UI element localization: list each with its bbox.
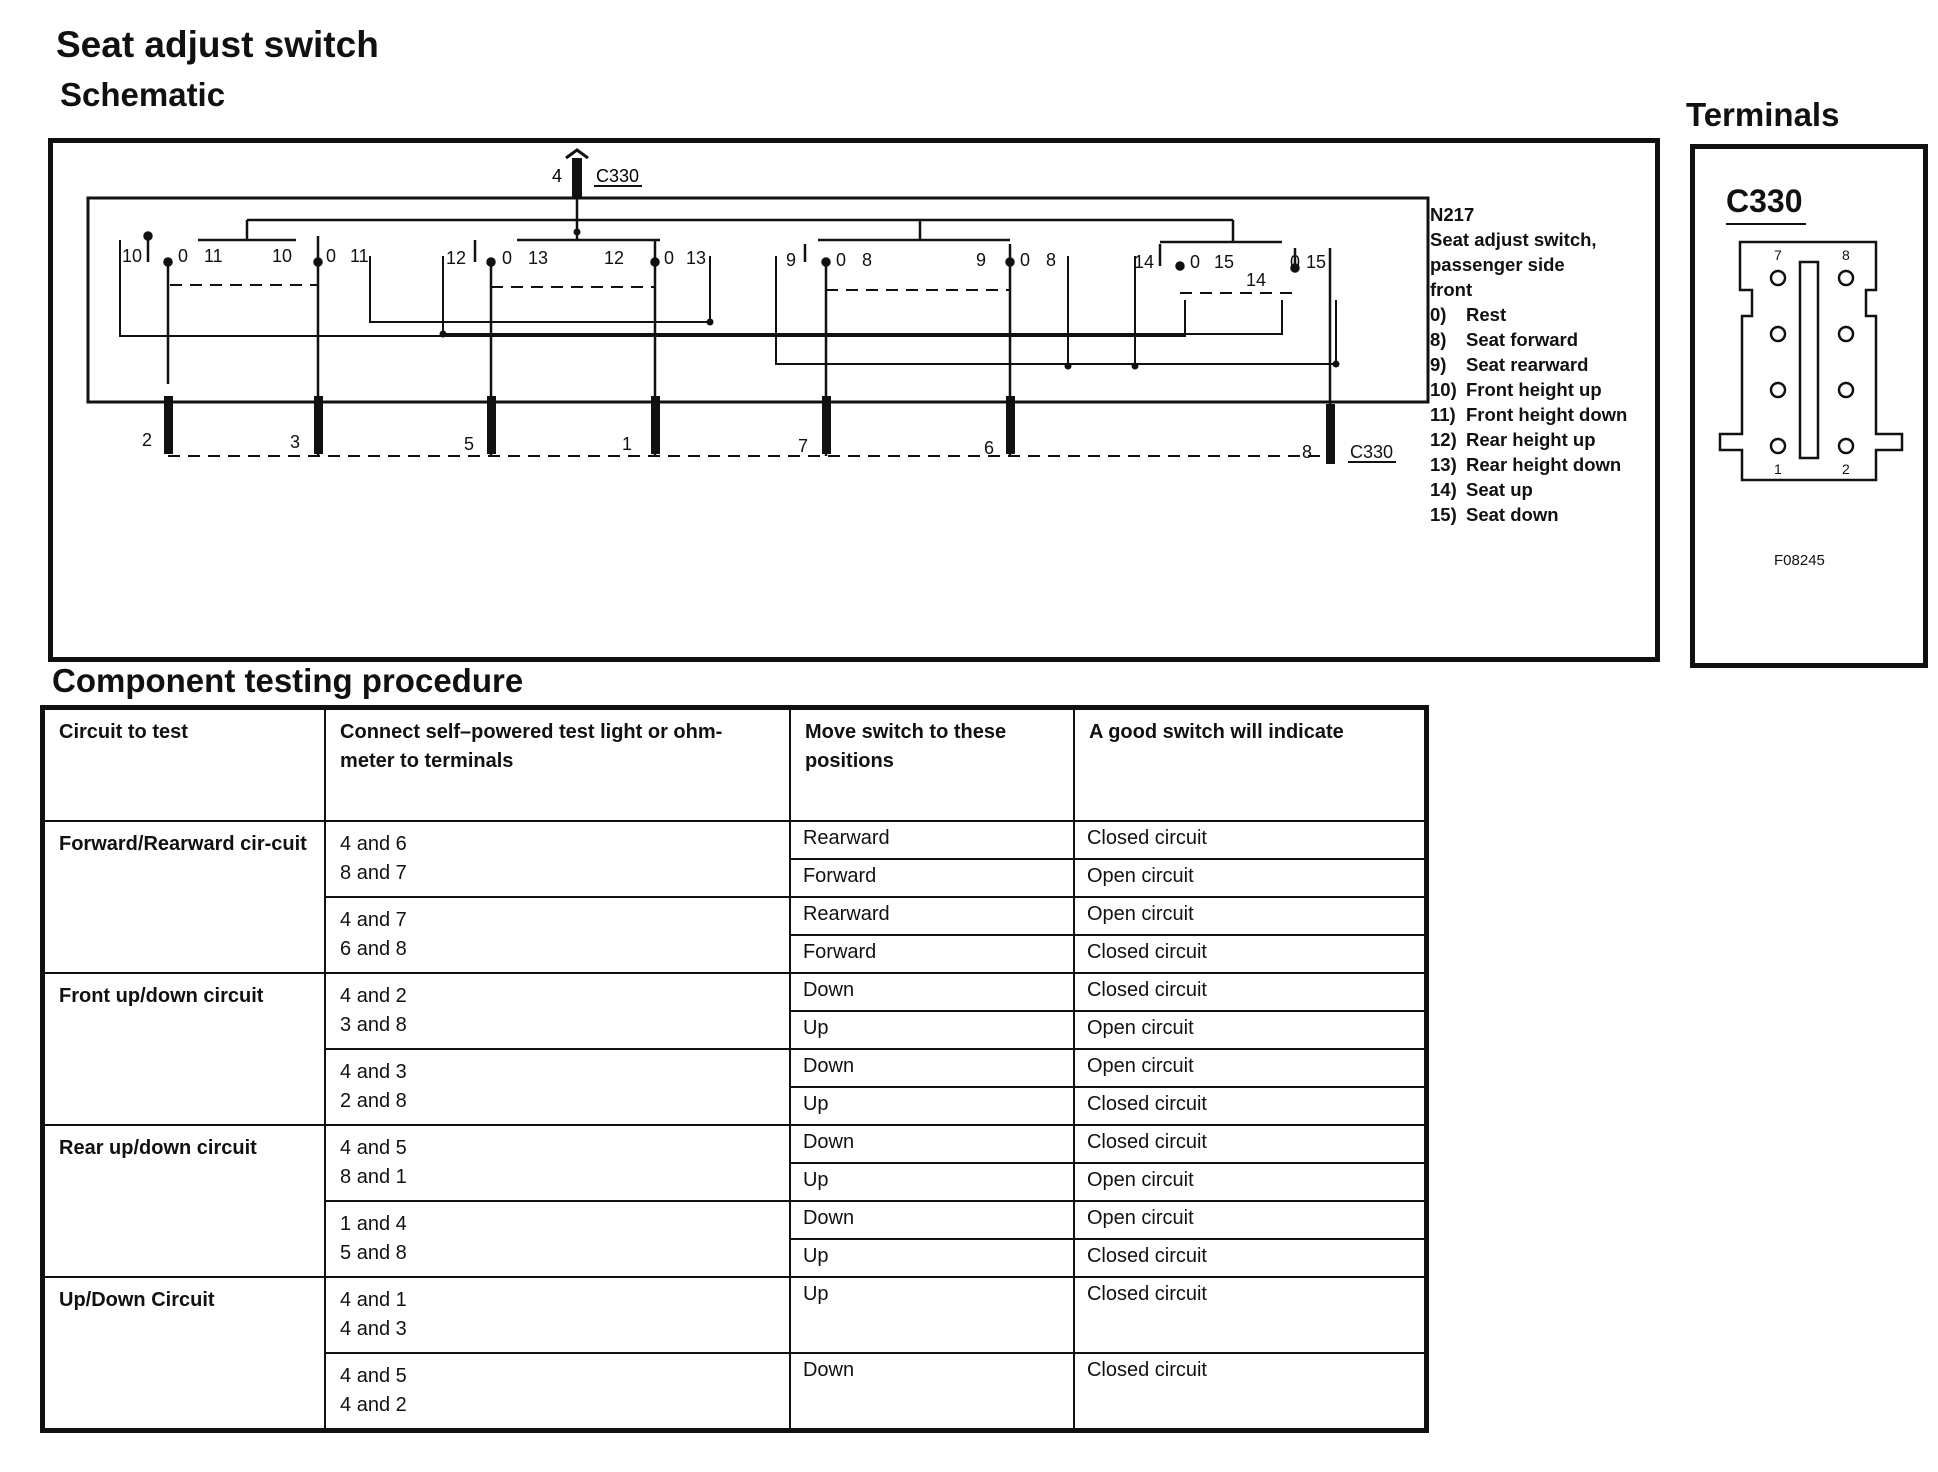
legend-item: 8) Seat forward [1430,329,1579,350]
svg-text:10: 10 [122,246,143,266]
legend-item: 10) Front height up [1430,379,1602,400]
result-cell: Closed circuit [1074,1277,1427,1353]
column-header: A good switch will indicate [1074,708,1427,822]
position-cell: Up [790,1163,1074,1201]
table-row [43,1277,1427,1353]
terminal-pair-cell: 4 and 1 4 and 3 [325,1277,790,1353]
svg-text:10: 10 [272,246,293,266]
bottom-pin-label: 3 [290,432,301,452]
circuit-name: Forward/Rearward cir-cuit [43,821,326,973]
result-cell: Open circuit [1074,897,1427,935]
position-cell: Down [790,1049,1074,1087]
schematic-heading: Schematic [60,76,226,113]
svg-text:0: 0 [178,246,189,266]
position-cell: Up [790,1087,1074,1125]
svg-text:8: 8 [862,250,873,270]
svg-text:0: 0 [1020,250,1031,270]
svg-text:13: 13 [528,248,549,268]
circuit-name: Front up/down circuit [43,973,326,1125]
legend-id: N217 [1430,204,1475,225]
terminal-pair-cell: 4 and 7 6 and 8 [325,897,790,973]
bottom-pin-label: 6 [984,438,995,458]
svg-text:8: 8 [1046,250,1057,270]
circuit-name: Up/Down Circuit [43,1277,326,1431]
legend-item: 9) Seat rearward [1430,354,1589,375]
terminal-pin-label: 8 [1842,247,1850,263]
svg-text:0: 0 [836,250,847,270]
terminal-pin-label: 7 [1774,247,1782,263]
procedure-heading: Component testing procedure [52,662,524,699]
position-cell: Up [790,1239,1074,1277]
result-cell: Closed circuit [1074,1353,1427,1431]
bottom-pin-label: 8 [1302,442,1313,462]
svg-text:15: 15 [1306,252,1327,272]
terminal-pair-cell: 4 and 6 8 and 7 [325,821,790,897]
position-cell: Down [790,973,1074,1011]
terminal-pair-cell: 1 and 4 5 and 8 [325,1201,790,1277]
svg-text:15: 15 [1214,252,1235,272]
column-header: Connect self–powered test light or ohm-meter to terminals [325,708,790,822]
svg-text:13: 13 [686,248,707,268]
result-cell: Open circuit [1074,859,1427,897]
terminal-pin [1839,327,1853,341]
legend-desc-line: front [1430,279,1473,300]
bottom-connector-name: C330 [1350,442,1394,462]
svg-text:12: 12 [604,248,625,268]
result-cell: Open circuit [1074,1011,1427,1049]
svg-text:11: 11 [204,246,223,266]
figure-code: F08245 [1774,552,1825,569]
terminal-pin [1771,271,1785,285]
legend-item: 11) Front height down [1430,404,1628,425]
top-connector-pin-number: 4 [552,166,563,186]
legend-item: 13) Rear height down [1430,454,1622,475]
terminal-pin [1839,439,1853,453]
terminal-pin-label: 1 [1774,461,1782,477]
position-cell: Down [790,1353,1074,1431]
svg-text:0: 0 [502,248,513,268]
connector-outline [1720,242,1902,480]
terminal-pair-cell: 4 and 5 4 and 2 [325,1353,790,1431]
terminal-pin [1839,383,1853,397]
svg-text:11: 11 [350,246,369,266]
svg-text:0: 0 [326,246,337,266]
page-title: Seat adjust switch [56,24,379,65]
svg-text:0: 0 [664,248,675,268]
terminal-pin [1771,439,1785,453]
terminal-pair-cell: 4 and 2 3 and 8 [325,973,790,1049]
legend-item: 14) Seat up [1430,479,1533,500]
table-row [43,973,1427,1011]
terminals-heading: Terminals [1686,96,1840,133]
table-row [43,1125,1427,1163]
position-cell: Up [790,1277,1074,1353]
position-cell: Up [790,1011,1074,1049]
svg-text:9: 9 [976,250,987,270]
table-header-row [43,708,1427,822]
result-cell: Closed circuit [1074,1087,1427,1125]
bottom-pin-label: 2 [142,430,153,450]
svg-text:14: 14 [1246,270,1267,290]
legend-desc-line: passenger side [1430,254,1565,275]
result-cell: Open circuit [1074,1163,1427,1201]
legend-item: 0) Rest [1430,304,1507,325]
result-cell: Closed circuit [1074,821,1427,859]
bottom-pin-label: 1 [622,434,633,454]
position-cell: Forward [790,859,1074,897]
result-cell: Open circuit [1074,1049,1427,1087]
legend-desc-line: Seat adjust switch, [1430,229,1597,250]
terminal-pin-label: 2 [1842,461,1850,477]
bottom-pin-label: 5 [464,434,475,454]
svg-text:14: 14 [1134,252,1155,272]
terminal-pin [1771,383,1785,397]
bottom-pin-label: 7 [798,436,809,456]
result-cell: Closed circuit [1074,1125,1427,1163]
terminals-connector-name: C330 [1726,183,1803,219]
legend-item: 15) Seat down [1430,504,1559,525]
terminal-pin [1771,327,1785,341]
result-cell: Closed circuit [1074,973,1427,1011]
svg-text:9: 9 [786,250,797,270]
column-header: Circuit to test [43,708,326,822]
result-cell: Closed circuit [1074,1239,1427,1277]
procedure-table [40,705,1429,1433]
position-cell: Rearward [790,821,1074,859]
position-cell: Rearward [790,897,1074,935]
position-cell: Down [790,1125,1074,1163]
result-cell: Open circuit [1074,1201,1427,1239]
terminal-pin [1839,271,1853,285]
column-header: Move switch to these positions [790,708,1074,822]
svg-text:0: 0 [1190,252,1201,272]
svg-text:0: 0 [1290,252,1301,272]
legend-item: 12) Rear height up [1430,429,1596,450]
position-cell: Down [790,1201,1074,1239]
table-row [43,821,1427,859]
position-cell: Forward [790,935,1074,973]
circuit-name: Rear up/down circuit [43,1125,326,1277]
result-cell: Closed circuit [1074,935,1427,973]
svg-text:12: 12 [446,248,467,268]
top-connector-name: C330 [596,166,640,186]
terminal-pair-cell: 4 and 3 2 and 8 [325,1049,790,1125]
terminal-pair-cell: 4 and 5 8 and 1 [325,1125,790,1201]
